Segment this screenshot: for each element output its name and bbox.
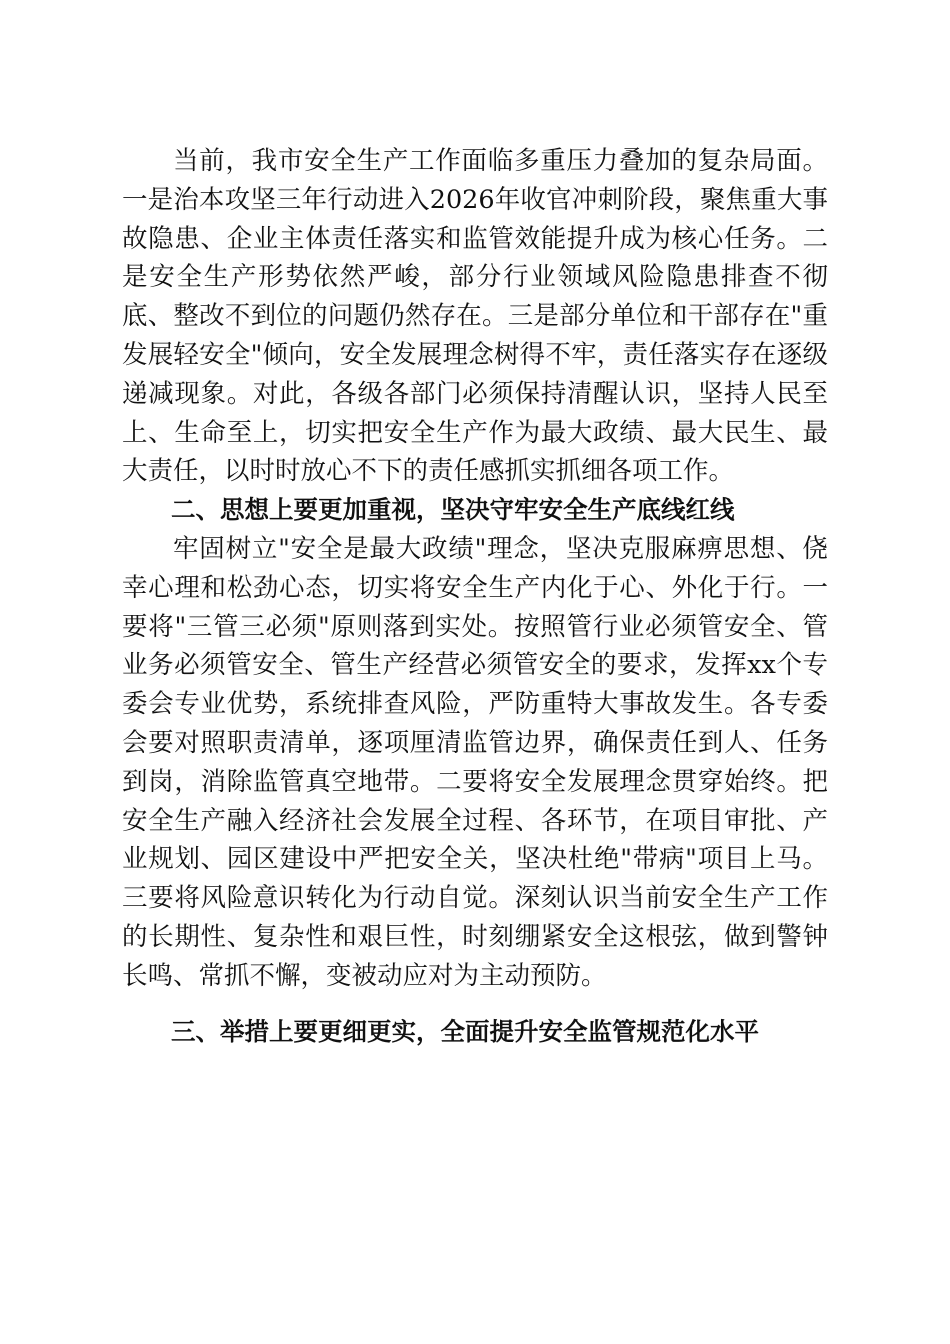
- section-heading-3: 三、举措上要更细更实，全面提升安全监管规范化水平: [171, 1016, 759, 1046]
- section-heading-2: 二、思想上要更加重视，坚决守牢安全生产底线红线: [171, 495, 735, 525]
- body-paragraph-situation: 当前，我市安全生产工作面临多重压力叠加的复杂局面。一是治本攻坚三年行动进入2026年收官冲刺阶段，聚焦重大事故隐患、企业主体责任落实和监管效能提升成为核心任务。二是安全生产形势依然严峻，部分行业领域风险隐患排查不彻底、整改不到位的问题仍然存在。三是部分单位和干部存在"重发展轻安全"倾向，安全发展理念树得不牢，责任落实存在逐级递减现象。对此，各级各部门必须保持清醒认识，坚持人民至上、生命至上，切实把安全生产作为最大政绩、最大民生、最大责任，以时时放心不下的责任感抓实抓细各项工作。: [122, 146, 828, 487]
- body-paragraph-ideology: 牢固树立"安全是最大政绩"理念，坚决克服麻痹思想、侥幸心理和松劲心态，切实将安全生产内化于心、外化于行。一要将"三管三必须"原则落到实处。按照管行业必须管安全、管业务必须管安全、管生产经营必须管安全的要求，发挥xx个专委会专业优势，系统排查风险，严防重特大事故发生。各专委会要对照职责清单，逐项厘清监管边界，确保责任到人、任务到岗，消除监管真空地带。二要将安全发展理念贯穿始终。把安全生产融入经济社会发展全过程、各环节，在项目审批、产业规划、园区建设中严把安全关，坚决杜绝"带病"项目上马。三要将风险意识转化为行动自觉。深刻认识当前安全生产工作的长期性、复杂性和艰巨性，时刻绷紧安全这根弦，做到警钟长鸣、常抓不懈，变被动应对为主动预防。: [122, 533, 828, 991]
- document-body: [122, 142, 828, 1051]
